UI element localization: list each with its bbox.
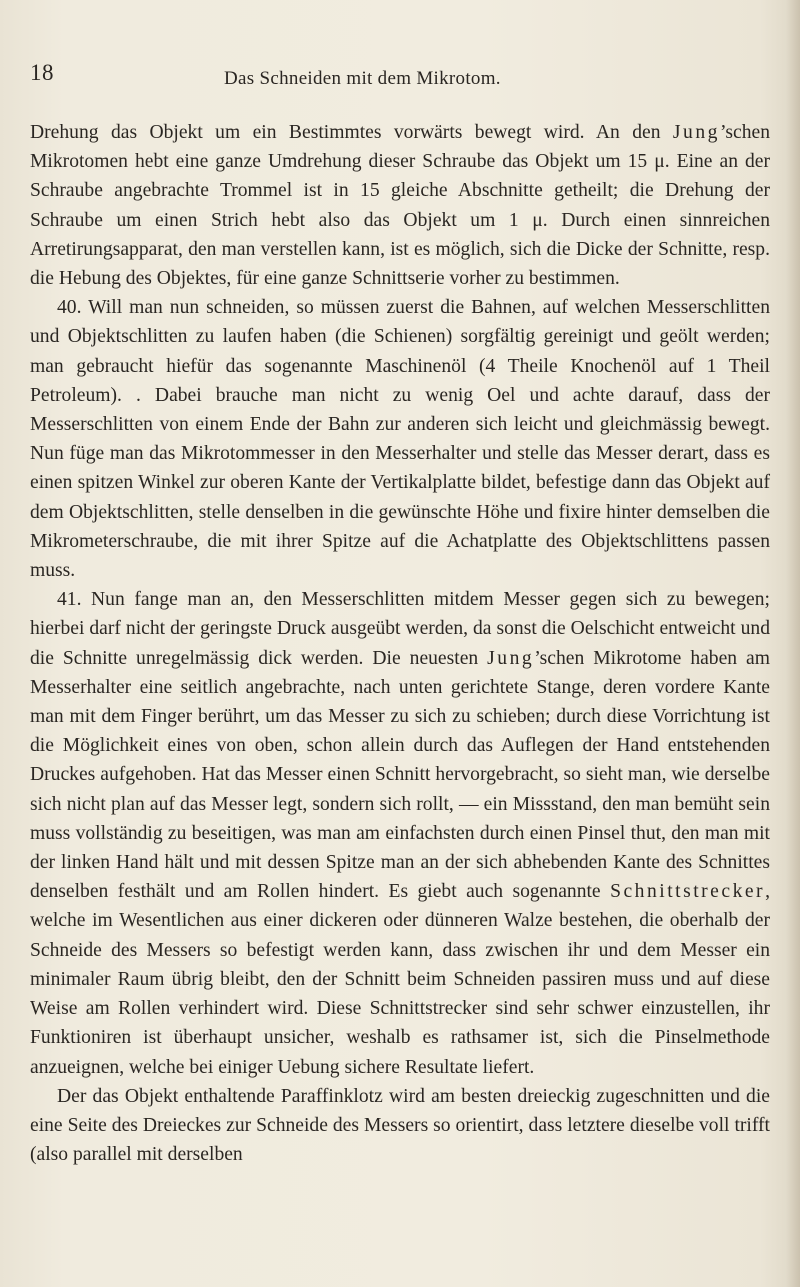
paragraph-41-text-c: , welche im Wesentlichen aus einer dickeren oder dünneren Walze bestehen, die oberhalb der Schneide des Messers so befestigt werden kann, dass zwischen ihr und dem Messer ein minimaler Raum übrig bleibt, den der Schnitt beim Schneiden passiren muss und auf diese Weise am Rollen verhindert wird. Diese Schnittstrecker sind sehr schwer einzustellen, ihr Funktioniren ist überhaupt unsicher, weshalb es rathsamer ist, sich die Pinselmethode anzueignen, welche bei einiger Uebung sichere Resultate liefert. — [30, 881, 770, 1078]
author-name-jung: Jung — [672, 122, 720, 143]
paragraph-40: 40. Will man nun schneiden, so müssen zuerst die Bahnen, auf welchen Messerschlitten und Objektschlitten zu laufen haben (die Schienen) sorgfältig gereinigt und geölt werden; man gebraucht hiefür das sogenannte Maschinenöl (4 Theile Knochenöl auf 1 Theil Petroleum). . Dabei brauche man nicht zu wenig Oel und achte darauf, dass der Messerschlitten von einem Ende der Bahn zur anderen sich leicht und gleichmässig bewegt. Nun füge man das Mikrotommesser in den Messerhalter und stelle das Messer derart, dass es einen spitzen Winkel zur oberen Kante der Vertikalplatte bildet, befestige dann das Objekt auf dem Objektschlitten, stelle denselben in die gewünschte Höhe und fixire hinter demselben die Mikrometerschraube, die mit ihrer Spitze auf die Achatplatte des Objektschlittens passen muss. — [30, 297, 770, 582]
paragraph-41 — [30, 585, 770, 1081]
paragraph-1-text-b: ’schen Mikrotomen hebt eine ganze Umdrehung dieser Schraube das Objekt um 15 μ. Eine an der Schraube angebrachte Trommel ist in 15 gleiche Abschnitte getheilt; die Drehung der Schraube um einen Strich hebt also das Objekt um 1 μ. Durch einen sinnreichen Arretirungsapparat, den man verstellen kann, ist es möglich, sich die Dicke der Schnitte, resp. die Hebung des Objektes, für eine ganze Schnittserie vorher zu bestimmen. — [30, 122, 770, 290]
paragraph-1 — [30, 118, 770, 293]
paragraph-paraffin: Der das Objekt enthaltende Paraffinklotz wird am besten dreieckig zugeschnitten und die eine Seite des Dreieckes zur Schneide des Messers so orientirt, dass letztere dieselbe voll trifft (also parallel mit derselben — [30, 1085, 770, 1166]
page-header — [0, 60, 800, 100]
term-schnittstrecker: Schnittstrecker — [610, 881, 766, 903]
paragraph-41-text-a: 41. Nun fange man an, den Messerschlitten mitdem Messer gegen sich zu bewegen; hierbei darf nicht der geringste Druck ausgeübt werden, da sonst die Oelschicht entweicht und die Schnitte unregelmässig dick werden. Die neuesten — [30, 589, 770, 669]
running-title: Das Schneiden mit dem Mikrotom. — [224, 68, 501, 89]
page-edge-shadow — [786, 0, 800, 1287]
text-body — [30, 118, 770, 1169]
paragraph-41-text-b: ’schen Mikrotome haben am Messerhalter eine seitlich angebrachte, nach unten gerichtete Stange, deren vordere Kante man mit dem Finger berührt, um das Messer zu sich zu schieben; durch diese Vorrichtung ist die Möglichkeit eines von oben, schon allein durch das Auflegen der Hand entstehenden Druckes aufgehoben. Hat das Messer einen Schnitt hervorgebracht, so sieht man, wie derselbe sich nicht plan auf das Messer legt, sondern sich rollt, — ein Missstand, den man bemüht sein muss vollständig zu beseitigen, was man am einfachsten durch einen Pinsel thut, den man mit der linken Hand hält und mit dessen Spitze man an der sich abhebenden Kante des Schnittes denselben festhält und am Rollen hindert. Es giebt auch sogenannte — [30, 647, 770, 903]
author-name-jung-2: Jung — [487, 647, 535, 669]
page-number: 18 — [30, 60, 54, 85]
paragraph-1-text-a: Drehung das Objekt um ein Bestimmtes vorwärts bewegt wird. An den — [30, 122, 673, 143]
